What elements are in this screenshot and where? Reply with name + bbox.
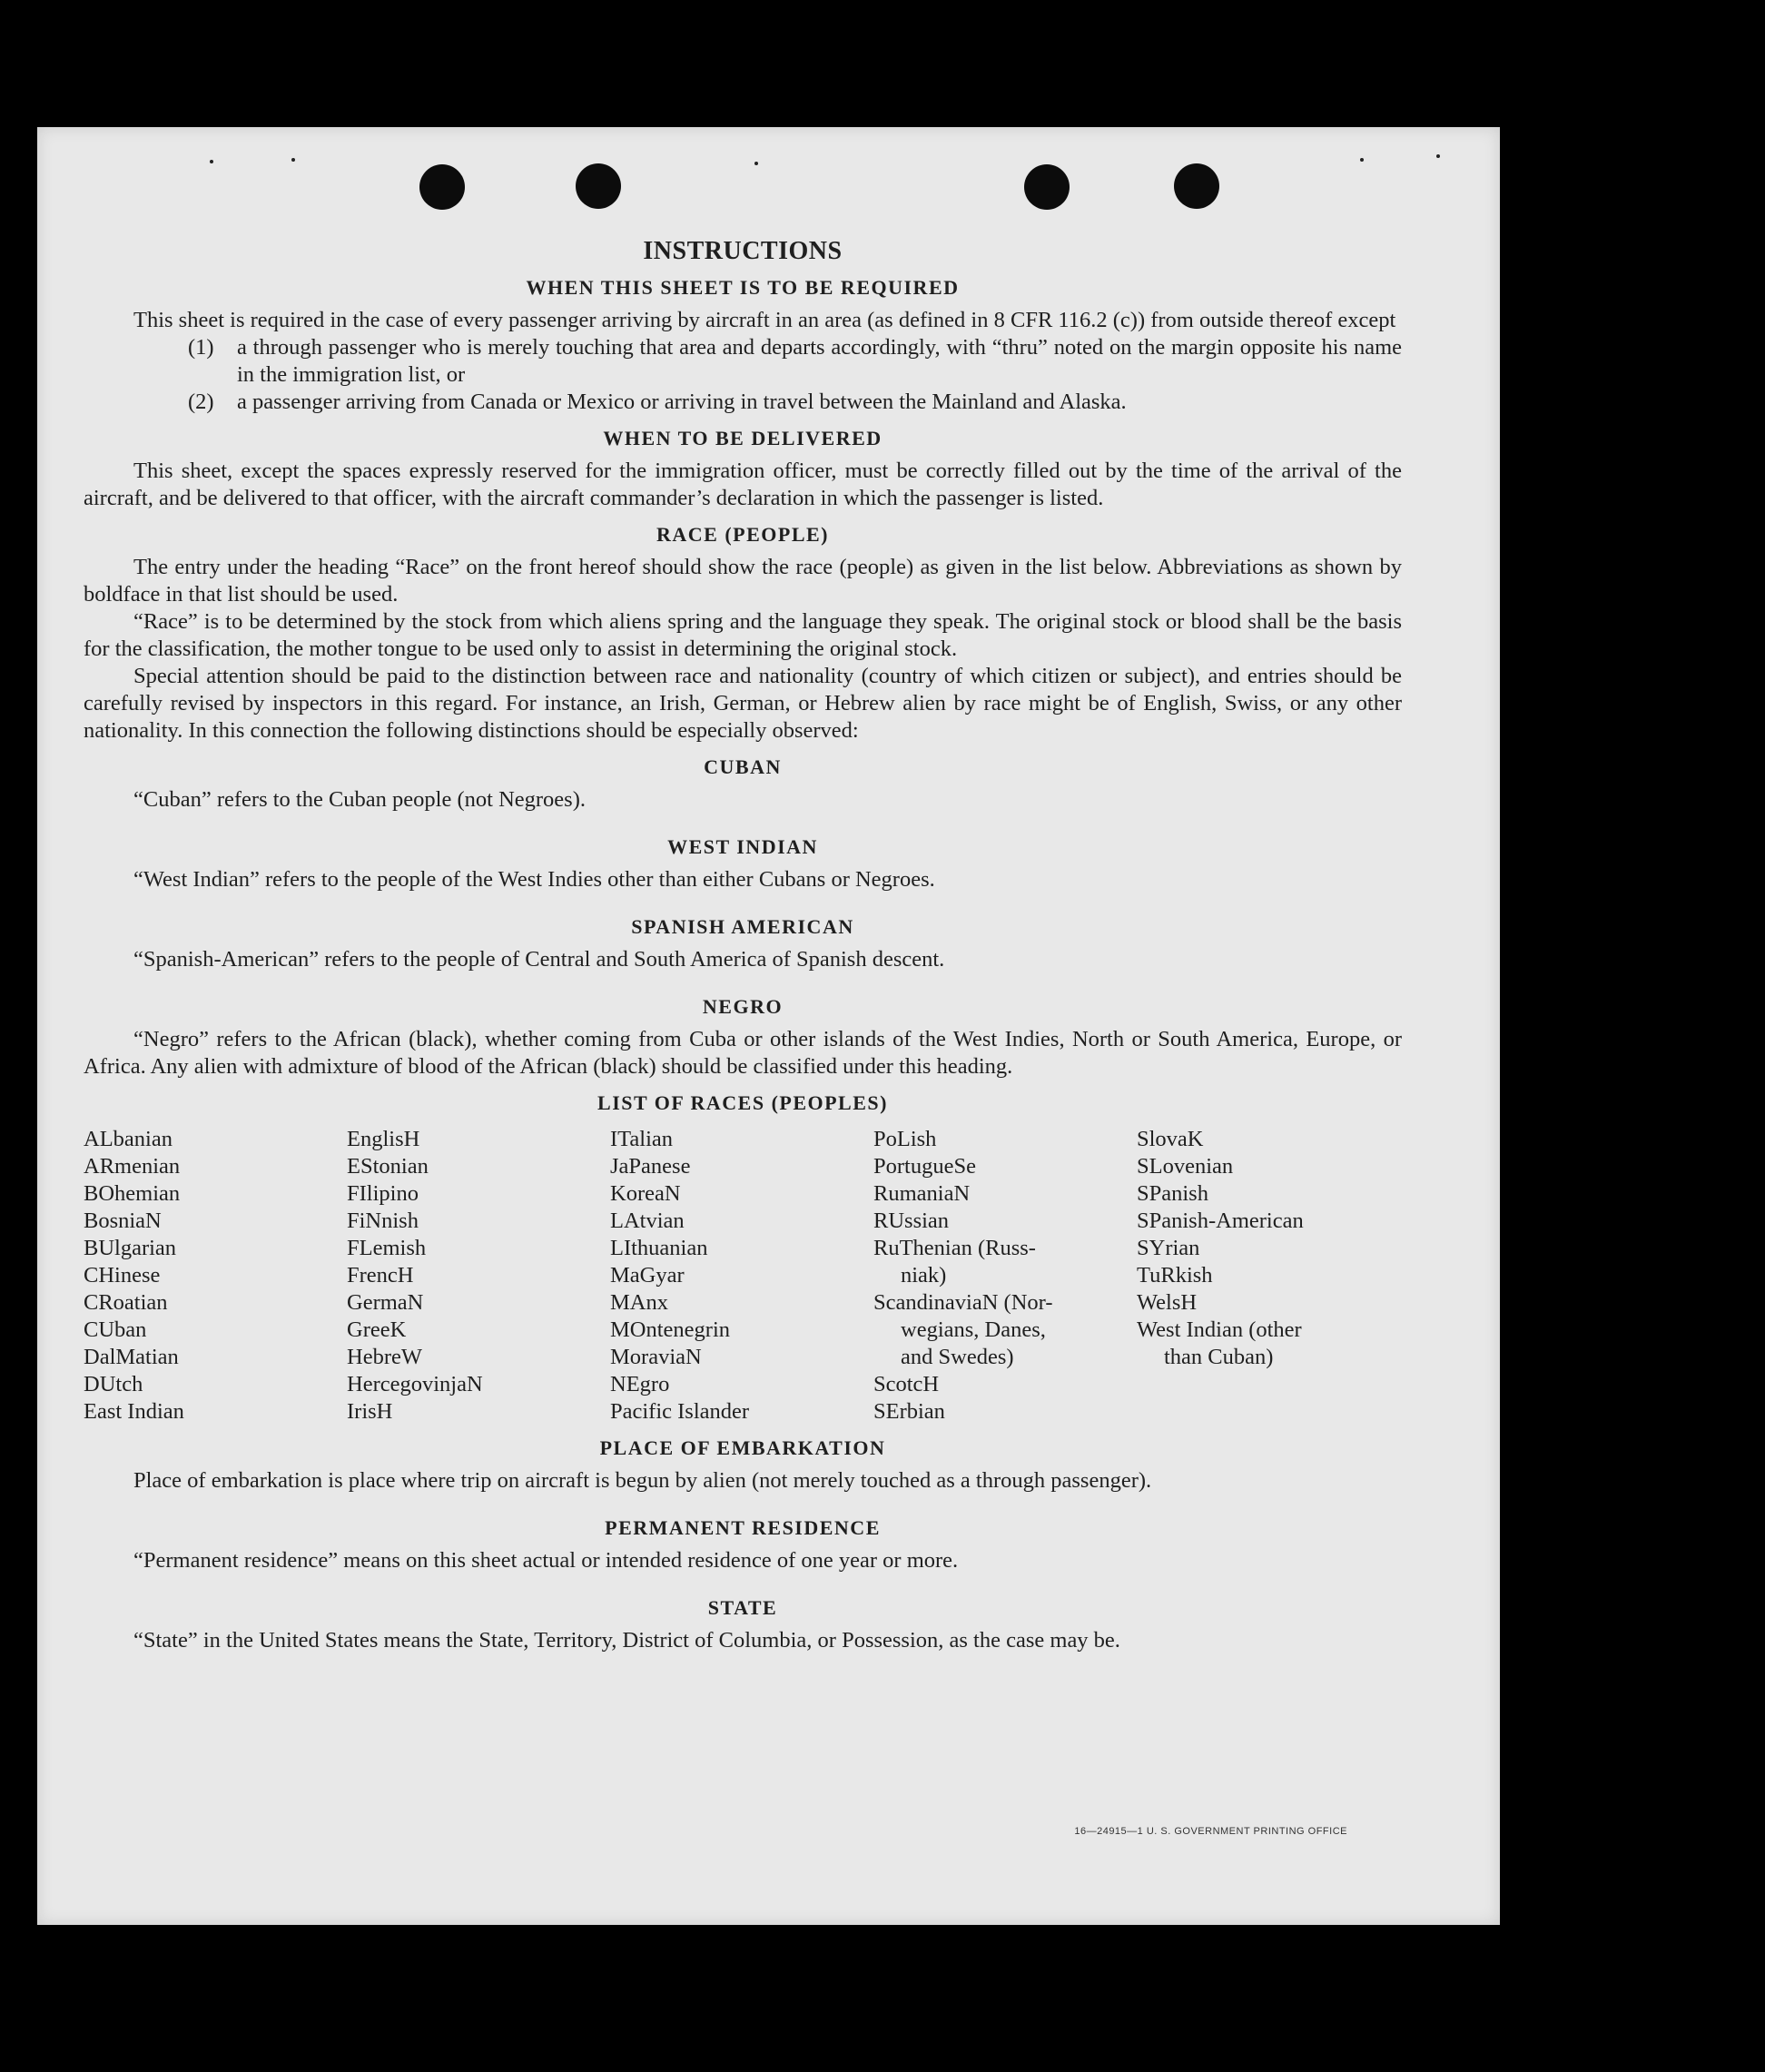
negro-text: “Negro” refers to the African (black), whether coming from Cuba or other islands of the West Indies, North or South America, Europe, or Africa. Any alien with admixture of blood of the African (black) should be classified under this heading. (84, 1027, 1402, 1079)
race-entry: TuRkish (1137, 1263, 1213, 1288)
race-entry: MOntenegrin (610, 1317, 730, 1342)
item-text: a passenger arriving from Canada or Mexico or arriving in travel between the Mainland and Alaska. (237, 390, 1127, 414)
item-text: a through passenger who is merely touching that area and departs accordingly, with “thru” noted on the margin opposite his name in the immigration list, or (237, 335, 1402, 387)
race-entry: SPanish (1137, 1181, 1208, 1206)
race-entry: GreeK (347, 1317, 407, 1342)
cuban-text: “Cuban” refers to the Cuban people (not Negroes). (133, 787, 586, 812)
race-entry: PortugueSe (873, 1154, 976, 1179)
race-entry: KoreaN (610, 1181, 681, 1206)
race-entry: WelsH (1137, 1290, 1198, 1315)
speck (754, 162, 758, 165)
heading-races-list: LIST OF RACES (PEOPLES) (597, 1091, 888, 1114)
delivered-text: This sheet, except the spaces expressly reserved for the immigration officer, must be correctly filled out by the time of the arrival of the aircraft, and be delivered to that officer, with the aircraft commander’s declaration in which the passenger is listed. (84, 459, 1402, 510)
races-column (347, 1126, 610, 1426)
speck (1436, 154, 1440, 158)
race-entry: SPanish-American (1137, 1209, 1304, 1233)
races-column (84, 1126, 347, 1426)
race-entry: ALbanian (84, 1127, 173, 1151)
races-list (84, 1126, 1402, 1426)
race-entry: GermaN (347, 1290, 424, 1315)
item-number: (1) (188, 335, 214, 360)
race-entry: JaPanese (610, 1154, 691, 1179)
race-entry: EnglisH (347, 1127, 420, 1151)
page-title: INSTRUCTIONS (643, 237, 843, 265)
race-entry: MoraviaN (610, 1345, 702, 1369)
punch-hole (576, 163, 621, 209)
race-entry: East Indian (84, 1399, 184, 1424)
race-entry: BosniaN (84, 1209, 162, 1233)
heading-state: STATE (707, 1596, 778, 1619)
race-entry: RUssian (873, 1209, 950, 1233)
race-entry: PoLish (873, 1127, 937, 1151)
spanish-american-text: “Spanish-American” refers to the people of Central and South America of Spanish descent. (133, 947, 945, 972)
race-entry: SYrian (1137, 1236, 1200, 1260)
race-entry: CRoatian (84, 1290, 168, 1315)
race-entry: ScotcH (873, 1372, 940, 1396)
races-column (1137, 1126, 1400, 1426)
punch-hole (1174, 163, 1219, 209)
instructions-content (84, 238, 1402, 1654)
heading-required: WHEN THIS SHEET IS TO BE REQUIRED (526, 276, 960, 299)
race-entry: FLemish (347, 1236, 427, 1260)
race-entry: FIlipino (347, 1181, 419, 1206)
race-entry: NEgro (610, 1372, 670, 1396)
required-item (84, 389, 1402, 416)
heading-embarkation: PLACE OF EMBARKATION (599, 1436, 886, 1459)
race-entry: HercegovinjaN (347, 1372, 483, 1396)
race-entry: FiNnish (347, 1209, 419, 1233)
races-column (873, 1126, 1137, 1426)
punch-hole (1024, 164, 1070, 210)
race-entry: ARmenian (84, 1154, 181, 1179)
heading-west-indian: WEST INDIAN (667, 835, 818, 858)
speck (291, 158, 295, 162)
race-entry: than Cuban) (1164, 1345, 1274, 1369)
race-entry: ITalian (610, 1127, 674, 1151)
race-entry: wegians, Danes, (901, 1317, 1046, 1342)
state-text: “State” in the United States means the State, Territory, District of Columbia, or Possession, as the case may be. (133, 1628, 1120, 1653)
race-entry: niak) (901, 1263, 947, 1288)
race-entry: EStonian (347, 1154, 429, 1179)
race-entry: HebreW (347, 1345, 422, 1369)
race-entry: SLovenian (1137, 1154, 1234, 1179)
race-entry: ScandinaviaN (Nor- (873, 1290, 1053, 1315)
race-paragraph: The entry under the heading “Race” on the front hereof should show the race (people) as given in the list below. Abbreviations as shown by boldface in that list should be used. (84, 555, 1402, 607)
race-entry: DUtch (84, 1372, 143, 1396)
residence-text: “Permanent residence” means on this sheet actual or intended residence of one year or more. (133, 1548, 959, 1573)
race-entry: BOhemian (84, 1181, 181, 1206)
race-entry: LIthuanian (610, 1236, 708, 1260)
heading-delivered: WHEN TO BE DELIVERED (603, 427, 882, 449)
race-entry: Pacific Islander (610, 1399, 750, 1424)
race-entry: LAtvian (610, 1209, 685, 1233)
race-entry: MaGyar (610, 1263, 685, 1288)
race-paragraph: “Race” is to be determined by the stock from which aliens spring and the language they speak. The original stock or blood shall be the basis for the classification, the mother tongue to be used only to assist in determining the original stock. (84, 609, 1402, 661)
race-entry: CHinese (84, 1263, 161, 1288)
required-item (84, 334, 1402, 389)
item-number: (2) (188, 390, 214, 414)
race-entry: FrencH (347, 1263, 414, 1288)
punch-hole (419, 164, 465, 210)
races-column (610, 1126, 873, 1426)
west-indian-text: “West Indian” refers to the people of the West Indies other than either Cubans or Negroes. (133, 867, 935, 892)
heading-negro: NEGRO (702, 995, 784, 1018)
race-entry: CUban (84, 1317, 147, 1342)
document-sheet (37, 127, 1500, 1925)
speck (1360, 158, 1364, 162)
race-entry: BUlgarian (84, 1236, 177, 1260)
heading-cuban: CUBAN (704, 755, 782, 778)
printing-office-code: 16—24915—1 U. S. GOVERNMENT PRINTING OFFICE (1074, 1826, 1347, 1837)
speck (210, 160, 213, 163)
heading-spanish-american: SPANISH AMERICAN (631, 915, 854, 938)
embarkation-text: Place of embarkation is place where trip on aircraft is begun by alien (not merely touched as a through passenger). (133, 1468, 1152, 1493)
race-entry: West Indian (other (1137, 1317, 1302, 1342)
race-entry: SlovaK (1137, 1127, 1204, 1151)
race-entry: RuThenian (Russ- (873, 1236, 1036, 1260)
race-entry: SErbian (873, 1399, 945, 1424)
race-entry: and Swedes) (901, 1345, 1014, 1369)
race-entry: IrisH (347, 1399, 393, 1424)
heading-race: RACE (PEOPLE) (656, 523, 829, 546)
heading-residence: PERMANENT RESIDENCE (605, 1516, 881, 1539)
race-paragraph: Special attention should be paid to the distinction between race and nationality (country of which citizen or subject), and entries should be carefully revised by inspectors in this regard. For instance, an Irish, German, or Hebrew alien by race might be of English, Swiss, or any other nationality. In this connection the following distinctions should be especially observed: (84, 664, 1402, 743)
required-intro: This sheet is required in the case of every passenger arriving by aircraft in an area (as defined in 8 CFR 116.2 (c)) from outside thereof except (133, 308, 1396, 332)
race-entry: MAnx (610, 1290, 668, 1315)
race-entry: RumaniaN (873, 1181, 971, 1206)
race-entry: DalMatian (84, 1345, 179, 1369)
